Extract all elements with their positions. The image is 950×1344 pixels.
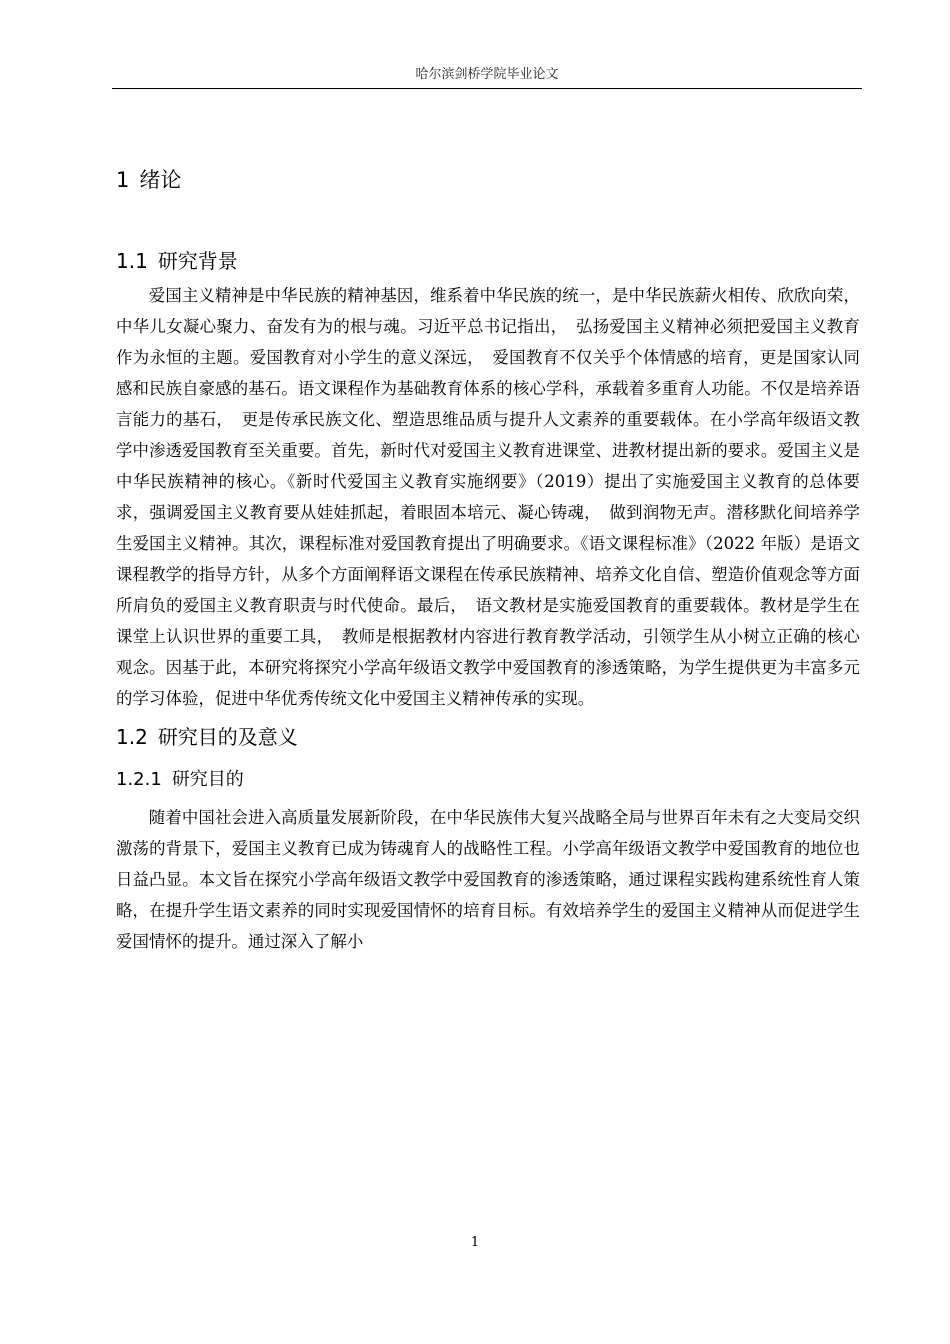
section-title: 研究背景 [157,249,238,273]
chapter-title: 绪论 [139,168,182,192]
chapter-heading [116,160,860,200]
paragraph-research-purpose: 随着中国社会进入高质量发展新阶段，在中华民族伟大复兴战略全局与世界百年未有之大变局交织激荡的背景下，爱国主义教育已成为铸魂育人的战略性工程。小学高年级语文教学中爱国教育的地位也日益凸显。本文旨在探究小学高年级语文教学中爱国教育的渗透策略，通过课程实践构建系统性育人策略，在提升学生语文素养的同时实现爱国情怀的培育目标。有效培养学生的爱国主义精神从而促进学生爱国情怀的提升。通过深入了解小 [116,808,860,951]
section-number: 1.2 [116,725,148,749]
chapter-number: 1 [116,168,130,192]
section-title: 研究目的及意义 [157,725,298,749]
subsection-heading-1-2-1 [116,764,860,796]
paragraph-research-background: 爱国主义精神是中华民族的精神基因，维系着中华民族的统一，是中华民族薪火相传、欣欣向荣，中华儿女凝心聚力、奋发有为的根与魂。习近平总书记指出， 弘扬爱国主义精神必须把爱国主义教育作为永恒的主题。爱国教育对小学生的意义深远， 爱国教育不仅关乎个体情感的培育，更是国家认同感和民族自豪感的基石。语文课程作为基础教育体系的核心学科，承载着多重育人功能。不仅是培养语言能力的基石， 更是传承民族文化、塑造思维品质与提升人文素养的重要载体。在小学高年级语文教学中渗透爱国教育至关重要。首先，新时代对爱国主义教育进课堂、进教材提出新的要求。爱国主义是中华民族精神的核心。《新时代爱国主义教育实施纲要》（2019）提出了实施爱国主义教育的总体要求，强调爱国主义教育要从娃娃抓起，着眼固本培元、凝心铸魂， 做到润物无声。潜移默化间培养学生爱国主义精神。其次，课程标准对爱国教育提出了明确要求。《语文课程标准》（2022 年版）是语文课程教学的指导方针，从多个方面阐释语文课程在传承民族精神、培养文化自信、塑造价值观念等方面所肩负的爱国主义教育职责与时代使命。最后， 语文教材是实施爱国教育的重要载体。教材是学生在课堂上认识世界的重要工具， 教师是根据教材内容进行教育教学活动，引领学生从小树立正确的核心观念。因基于此，本研究将探究小学高年级语文教学中爱国教育的渗透策略，为学生提供更为丰富多元的学习体验，促进中华优秀传统文化中爱国主义精神传承的实现。 [116,286,860,708]
subsection-title: 研究目的 [171,769,244,790]
page-header: 哈尔滨剑桥学院毕业论文 [415,67,559,82]
page-number: 1 [470,1235,480,1250]
document-body [116,160,860,957]
header-divider [112,88,862,89]
section-heading-1-2 [116,720,860,754]
section-number: 1.1 [116,249,148,273]
section-heading-1-1 [116,244,860,278]
subsection-number: 1.2.1 [116,769,162,790]
